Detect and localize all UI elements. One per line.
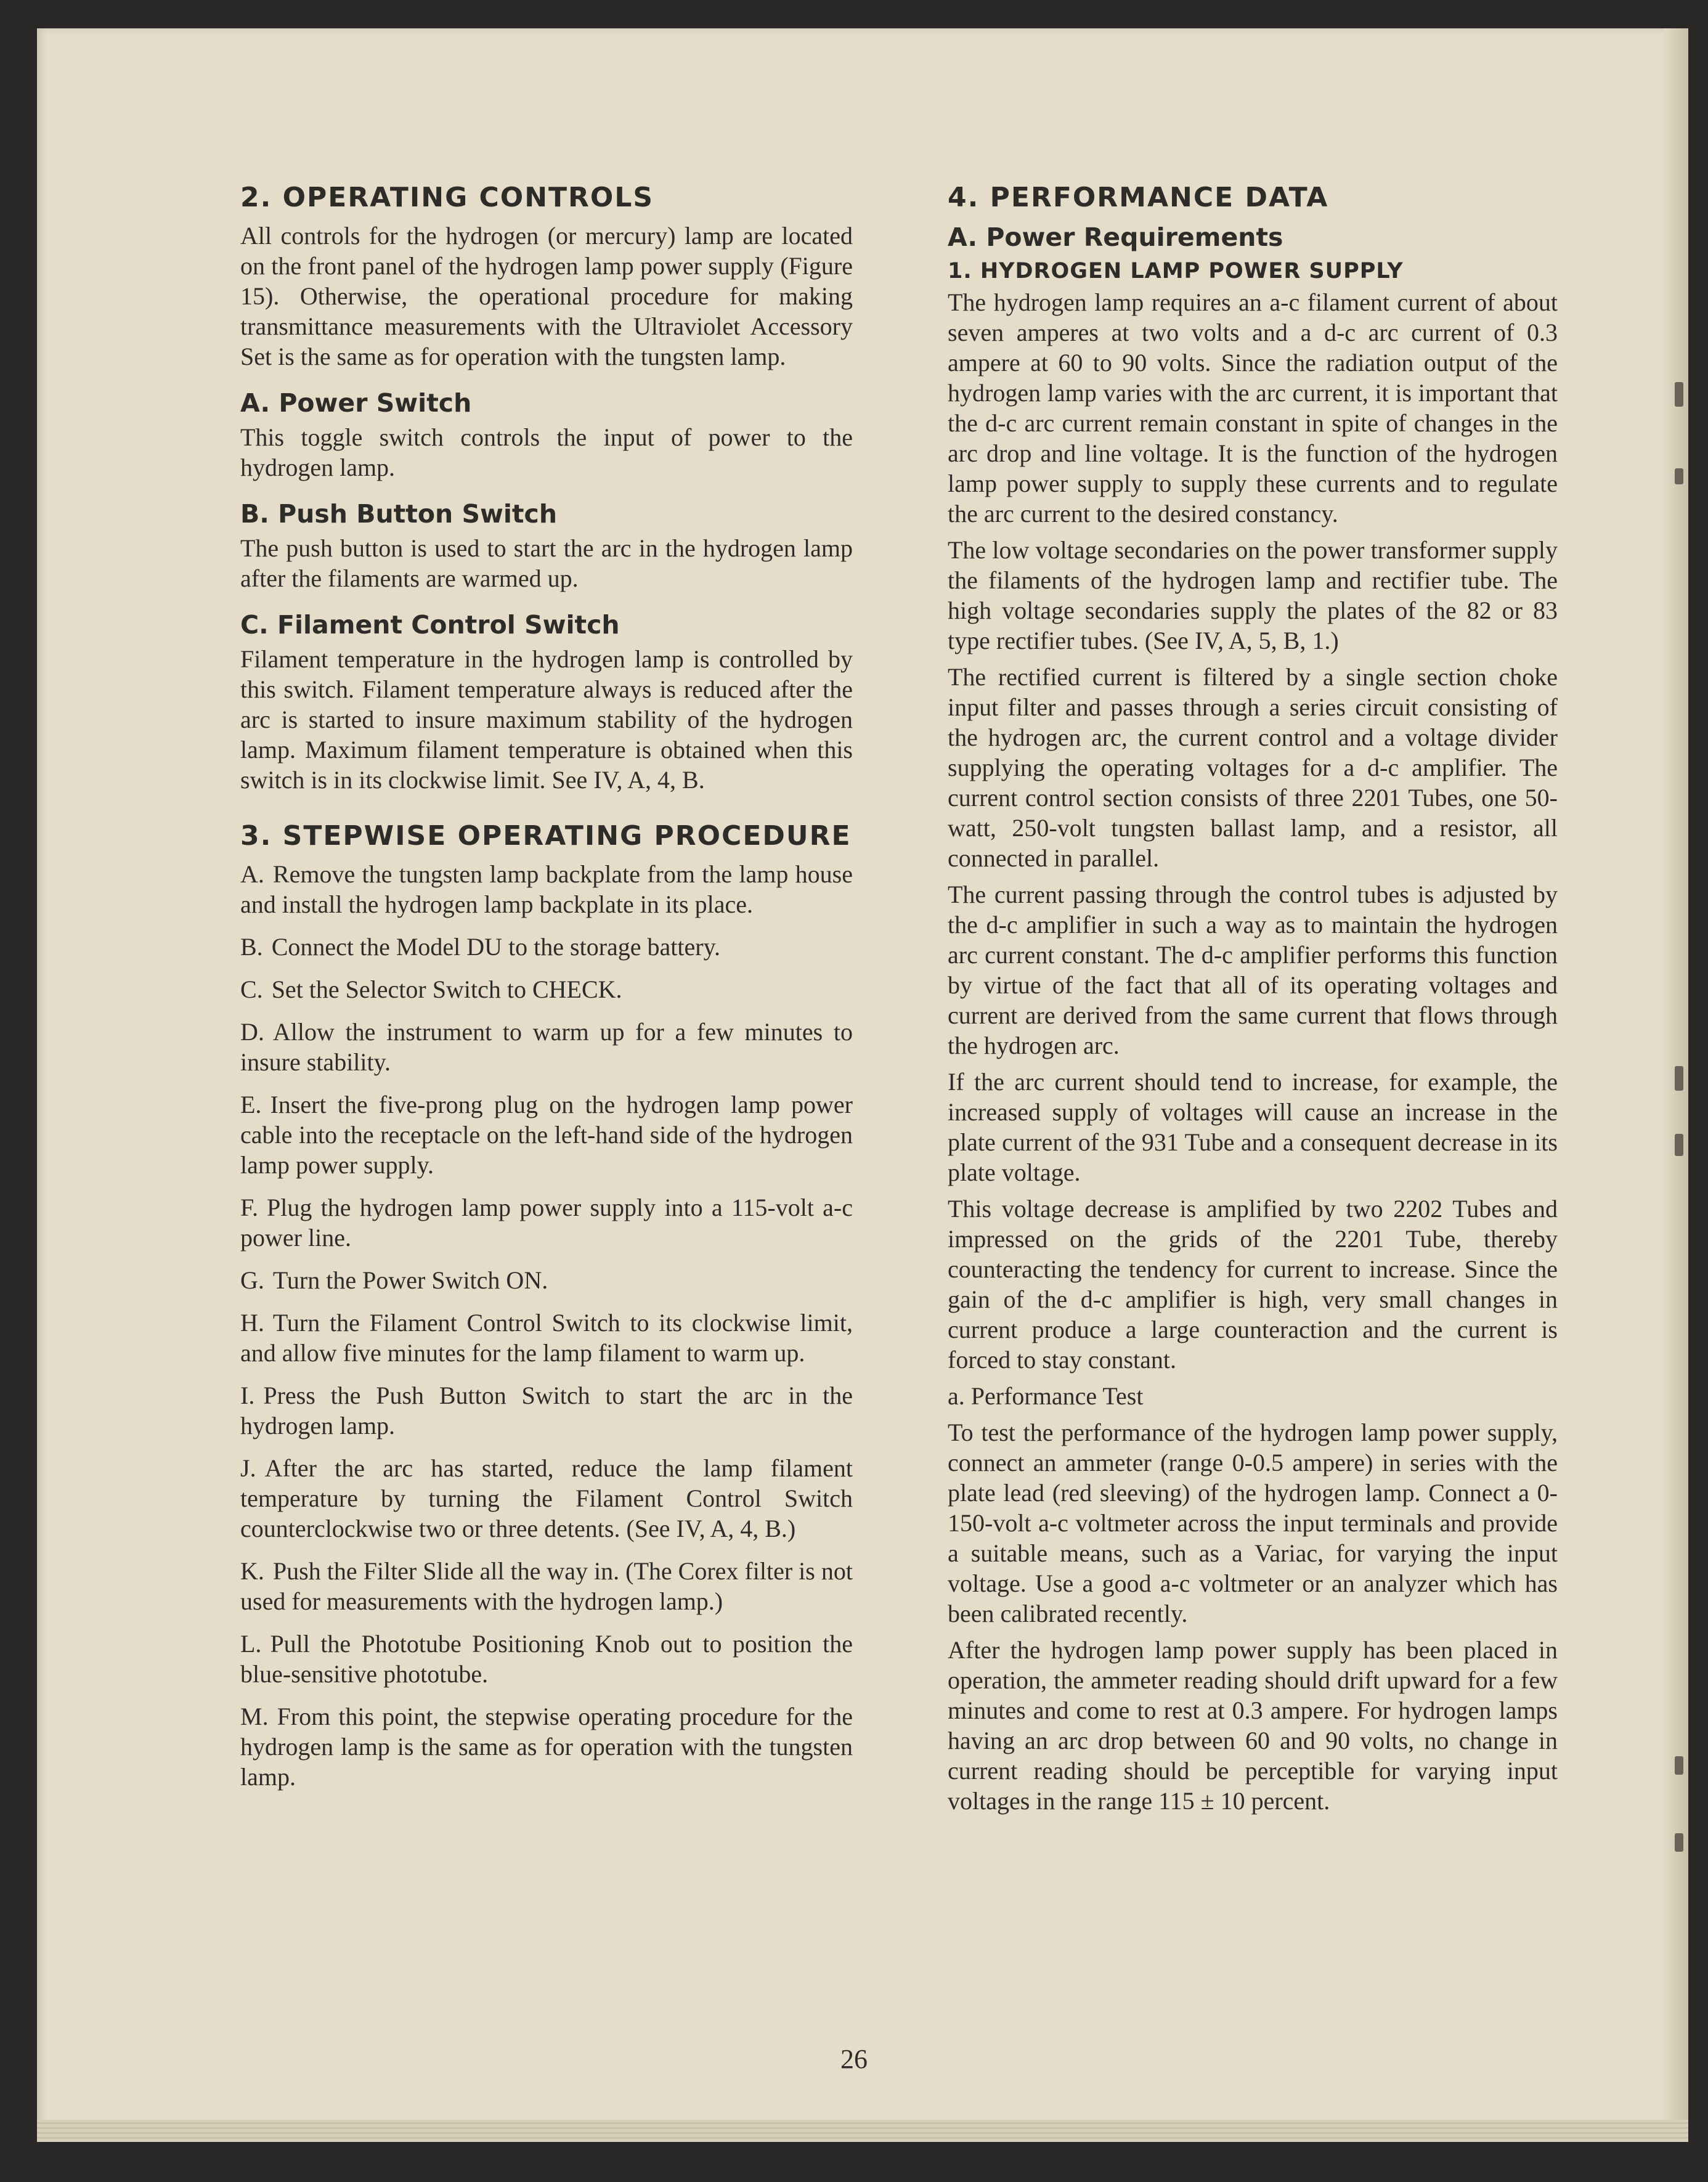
step-item bbox=[240, 1629, 853, 1689]
step-text: Insert the five-prong plug on the hydrogen lamp power cable into the receptacle on the left-hand side of the hydrogen lamp power supply. bbox=[240, 1091, 853, 1179]
push-button-heading: B. Push Button Switch bbox=[240, 499, 558, 529]
step-item bbox=[240, 1556, 853, 1616]
step-item bbox=[240, 1017, 853, 1077]
step-text: Set the Selector Switch to CHECK. bbox=[271, 975, 622, 1003]
step-text: Press the Push Button Switch to start the arc in the hydrogen lamp. bbox=[240, 1382, 853, 1439]
step-letter: A. bbox=[240, 860, 264, 888]
power-requirements-heading: A. Power Requirements bbox=[948, 222, 1283, 252]
performance-paragraph: The hydrogen lamp requires an a-c filament current of about seven amperes at two volts and a d-c arc current of 0.3 ampere at 60 to 90 volts. Since the radiation output of the hydrogen lamp varies with the arc current, it is important that the d-c arc current remain constant in spite of changes in the arc drop and line voltage. It is the function of the hydrogen lamp power supply to supply these currents and to regulate the arc current to the desired constancy. bbox=[948, 288, 1558, 527]
step-letter: E. bbox=[240, 1091, 262, 1118]
operating-controls-intro: All controls for the hydrogen (or mercury) lamp are located on the front panel of the hydrogen lamp power supply (Figure 15). Otherwise, the operational procedure for making transmittance measurements with the Ultraviolet Accessory Set is the same as for operation with the tungsten lamp. bbox=[240, 222, 853, 370]
margin-mark bbox=[1675, 1066, 1683, 1091]
step-letter: C. bbox=[240, 975, 263, 1003]
section-heading-stepwise: 3. STEPWISE OPERATING PROCEDURE bbox=[240, 820, 852, 852]
step-text: From this point, the stepwise operating procedure for the hydrogen lamp is the same as for operation with the tungsten lamp. bbox=[240, 1703, 853, 1791]
step-item bbox=[240, 974, 853, 1004]
page-bottom-edge bbox=[37, 2120, 1688, 2142]
step-item bbox=[240, 859, 853, 919]
step-letter: I. bbox=[240, 1382, 255, 1409]
margin-mark bbox=[1675, 1833, 1683, 1852]
performance-test-heading: a. Performance Test bbox=[948, 1382, 1144, 1410]
step-text: Pull the Phototube Positioning Knob out to position the blue-sensitive phototube. bbox=[240, 1630, 853, 1688]
performance-paragraph: This voltage decrease is amplified by two 2202 Tubes and impressed on the grids of the 2201 Tube, thereby counteracting the tendency for current to increase. Since the gain of the d-c amplifier is high, very small changes in current produce a large counteraction and the current is forced to stay constant. bbox=[948, 1195, 1558, 1374]
step-letter: H. bbox=[240, 1309, 264, 1337]
step-text: Remove the tungsten lamp backplate from the lamp house and install the hydrogen lamp backplate in its place. bbox=[240, 860, 853, 918]
performance-test-paragraph: To test the performance of the hydrogen lamp power supply, connect an ammeter (range 0-0.5 ampere) in series with the plate lead (red sleeving) of the hydrogen lamp. Connect a 0-150-volt a-c voltmeter across the input terminals and provide a suitable means, such as a Variac, for varying the input voltage. Use a good a-c voltmeter or an analyzer which has been calibrated recently. bbox=[948, 1419, 1558, 1627]
power-switch-text: This toggle switch controls the input of power to the hydrogen lamp. bbox=[240, 423, 853, 481]
step-letter: D. bbox=[240, 1018, 264, 1046]
performance-test-paragraph: After the hydrogen lamp power supply has been placed in operation, the ammeter reading should drift upward for a few minutes and come to rest at 0.3 ampere. For hydrogen lamps having an arc drop between 60 and 90 volts, no change in current reading should be perceptible for varying input voltages in the range 115 ± 10 percent. bbox=[948, 1636, 1558, 1815]
step-letter: M. bbox=[240, 1703, 269, 1730]
step-letter: K. bbox=[240, 1557, 264, 1585]
section-heading-performance-data: 4. PERFORMANCE DATA bbox=[948, 182, 1329, 213]
margin-mark bbox=[1675, 1756, 1683, 1775]
step-item bbox=[240, 1265, 853, 1295]
step-text: Push the Filter Slide all the way in. (The Corex filter is not used for measurements with the hydrogen lamp.) bbox=[240, 1557, 853, 1615]
left-column bbox=[240, 180, 853, 1804]
page-number: 26 bbox=[840, 2044, 868, 2074]
performance-paragraph: The rectified current is filtered by a single section choke input filter and passes through a series circuit consisting of the hydrogen arc, the current control and a voltage divider supplying the operating voltages for a d-c amplifier. The current control section consists of three 2201 Tubes, one 50-watt, 250-volt tungsten ballast lamp, and a resistor, all connected in parallel. bbox=[948, 663, 1558, 872]
performance-paragraph: If the arc current should tend to increase, for example, the increased supply of voltages will cause an increase in the plate current of the 931 Tube and a consequent decrease in its plate voltage. bbox=[948, 1068, 1558, 1186]
step-letter: J. bbox=[240, 1454, 256, 1482]
step-text: Connect the Model DU to the storage battery. bbox=[271, 933, 721, 961]
right-column bbox=[948, 180, 1558, 1822]
step-letter: L. bbox=[240, 1630, 262, 1658]
step-item bbox=[240, 1308, 853, 1368]
step-text: After the arc has started, reduce the lamp filament temperature by turning the Filament Control Switch counterclockwise two or three detents. (See IV, A, 4, B.) bbox=[240, 1454, 853, 1542]
performance-paragraph: The current passing through the control tubes is adjusted by the d-c amplifier in such a way as to maintain the hydrogen arc current constant. The d-c amplifier performs this function by virtue of the fact that all of its operating voltages and current are derived from the same current that flows through the hydrogen arc. bbox=[948, 881, 1558, 1059]
step-text: Allow the instrument to warm up for a few minutes to insure stability. bbox=[240, 1018, 853, 1076]
step-item bbox=[240, 1089, 853, 1180]
filament-control-text: Filament temperature in the hydrogen lamp is controlled by this switch. Filament temperature always is reduced after the arc is started to insure maximum stability of the hydrogen lamp. Maximum filament temperature is obtained when this switch is in its clockwise limit. See IV, A, 4, B. bbox=[240, 645, 853, 794]
step-text: Turn the Filament Control Switch to its clockwise limit, and allow five minutes for the lamp filament to warm up. bbox=[240, 1309, 853, 1367]
margin-mark bbox=[1675, 1134, 1683, 1156]
performance-paragraph: The low voltage secondaries on the power transformer supply the filaments of the hydrogen lamp and rectifier tube. The high voltage secondaries supply the plates of the 82 or 83 type rectifier tubes. (See IV, A, 5, B, 1.) bbox=[948, 536, 1558, 654]
margin-mark bbox=[1675, 382, 1683, 407]
step-item bbox=[240, 1380, 853, 1441]
step-text: Plug the hydrogen lamp power supply into a 115-volt a-c power line. bbox=[240, 1194, 853, 1252]
step-text: Turn the Power Switch ON. bbox=[272, 1266, 548, 1294]
step-item bbox=[240, 1453, 853, 1544]
margin-mark bbox=[1675, 468, 1683, 484]
step-letter: F. bbox=[240, 1194, 259, 1221]
step-letter: B. bbox=[240, 933, 263, 961]
hydrogen-lamp-power-supply-heading: 1. HYDROGEN LAMP POWER SUPPLY bbox=[948, 259, 1404, 283]
push-button-text: The push button is used to start the arc in the hydrogen lamp after the filaments are warmed up. bbox=[240, 534, 853, 592]
step-letter: G. bbox=[240, 1266, 264, 1294]
filament-control-heading: C. Filament Control Switch bbox=[240, 610, 620, 640]
section-heading-operating-controls: 2. OPERATING CONTROLS bbox=[240, 182, 654, 213]
step-item bbox=[240, 1701, 853, 1792]
step-item bbox=[240, 932, 853, 962]
step-item bbox=[240, 1192, 853, 1253]
power-switch-heading: A. Power Switch bbox=[240, 388, 472, 418]
